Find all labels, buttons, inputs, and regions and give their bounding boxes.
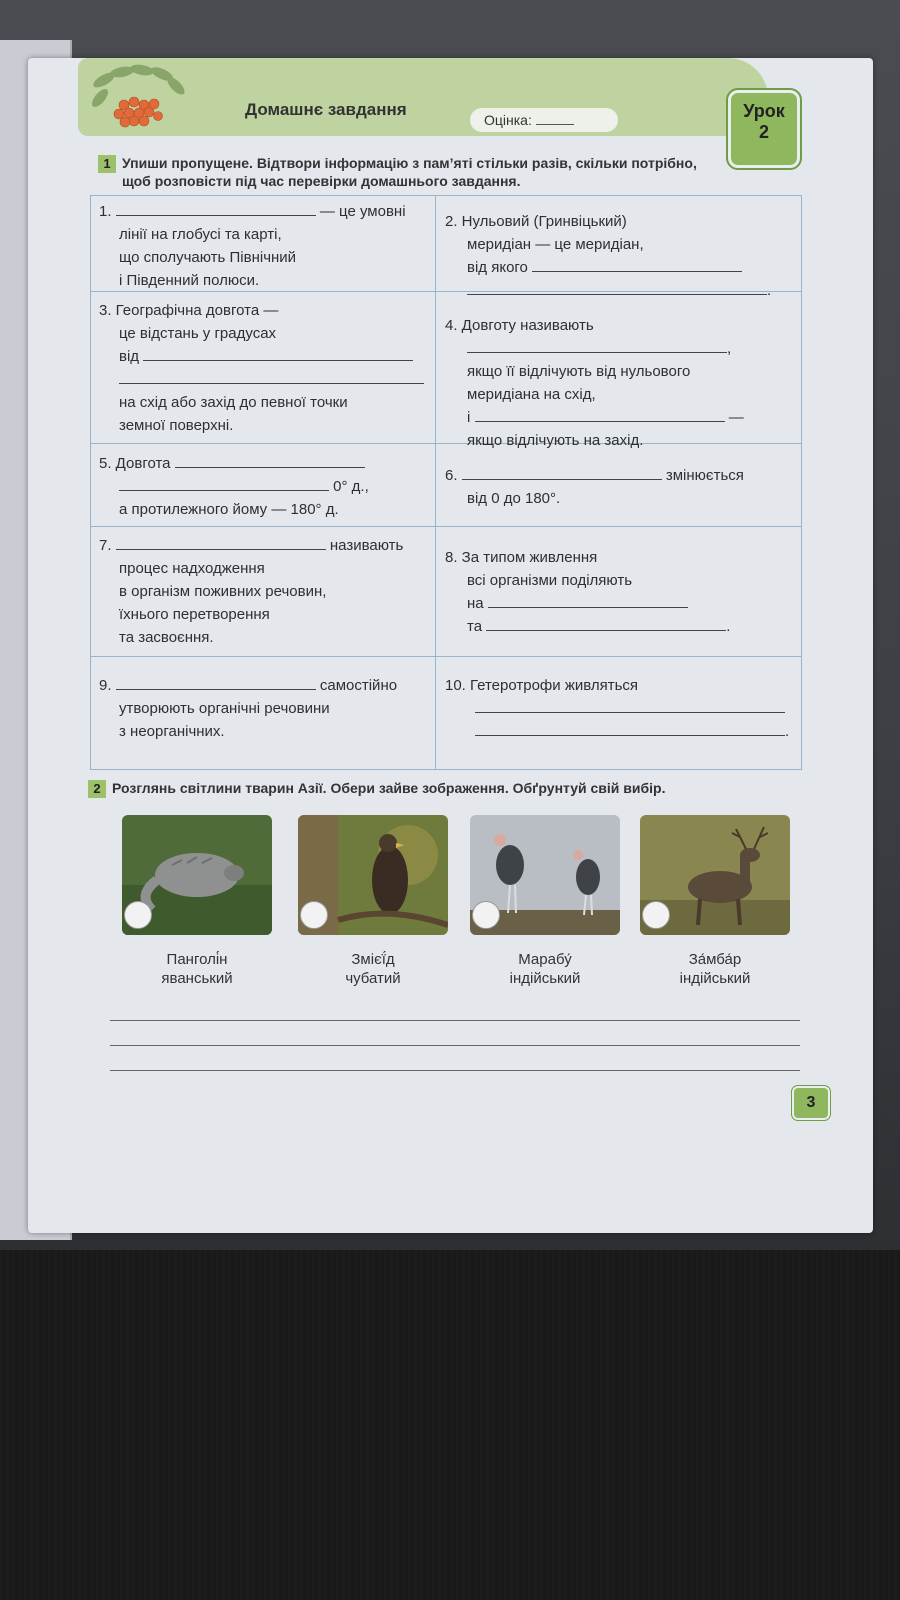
row-divider [91,526,801,527]
cell-6-number: 6. [445,467,458,484]
cell-3-blank[interactable] [143,346,413,361]
answer-line[interactable] [110,1070,800,1071]
cell-6-text: від 0 до 180°. [467,490,561,507]
cell-8-blank[interactable] [486,616,726,631]
cell-10-text: 10. Гетеротрофи живляться [445,677,639,694]
task2-instruction [88,780,788,798]
grade-field[interactable] [470,108,618,132]
sambar-photo[interactable] [640,815,790,935]
task1-number: 1 [98,155,116,173]
caption-line: Змієї́д [351,951,395,968]
cell-4-blank[interactable] [475,407,725,422]
cell-7-text: процес надходження [119,560,265,577]
cell-6-text: змінюється [665,467,744,484]
cell-4-text: і [467,409,471,426]
cell-2-blank[interactable] [532,257,742,272]
eagle-caption [293,950,453,988]
cell-3-blank[interactable] [119,369,424,384]
cell-9-text: з неорганічних. [119,723,225,740]
cell-10-period: . [785,723,790,740]
task1-table [90,195,802,770]
answer-line[interactable] [110,1045,800,1046]
cell-8-text: та [467,618,483,635]
cell-9-text: самостійно [319,677,398,694]
stork-caption [465,950,625,988]
cell-5-text: а протилежного йому — 180° д. [119,501,339,518]
cell-9-text: утворюють органічні речовини [119,700,330,717]
caption-line: Панголі́н [166,951,228,968]
cell-5 [99,452,431,521]
select-circle[interactable] [300,901,328,929]
cell-3-text: це відстань у градусах [119,325,277,342]
cell-7-number: 7. [99,537,112,554]
cell-7-text: їхнього перетворення [119,606,270,623]
rowan-sprig-icon [84,60,194,135]
cell-4-comma: , [727,340,732,357]
cell-1-blank[interactable] [116,201,316,216]
cell-4 [445,314,795,452]
cell-2-period: . [767,282,772,299]
task1-instruction [98,155,788,190]
cell-1-text: — це умовні [319,203,406,220]
pangolin-caption [117,950,277,988]
task2-number: 2 [88,780,106,798]
cell-1-text: лінії на глобусі та карті, [119,226,282,243]
cell-6-blank[interactable] [462,465,662,480]
cell-2-text: меридіан — це меридіан, [467,236,644,253]
cell-3 [99,299,431,437]
grade-blank[interactable] [536,124,574,125]
cell-1-text: що сполучають Північний [119,249,297,266]
caption-line: індійський [679,970,751,987]
answer-line[interactable] [110,1020,800,1021]
caption-line: індійський [509,970,581,987]
cell-8-text: всі організми поділяють [467,572,633,589]
cell-3-text: земної поверхні. [119,417,234,434]
cell-5-text: 5. Довгота [99,455,171,472]
cell-7 [99,534,431,649]
table-divider [435,196,436,769]
cell-8-blank[interactable] [488,593,688,608]
lesson-word: Урок [743,101,785,121]
grade-label: Оцінка: [484,112,532,128]
task1-line2: щоб розповісти під час перевірки домашнього завдання. [122,173,521,189]
cell-3-text: 3. Географічна довгота — [99,302,279,319]
cell-8-period: . [726,618,731,635]
pangolin-photo[interactable] [122,815,272,935]
cell-1-text: і Південний полюси. [119,272,260,289]
cell-7-text: називають [329,537,404,554]
cell-8-text: 8. За типом живлення [445,549,598,566]
cell-9-number: 9. [99,677,112,694]
cell-2-blank[interactable] [467,280,767,295]
cell-9 [99,674,431,743]
cell-5-blank[interactable] [119,476,329,491]
cell-1 [99,200,431,292]
table-surface [0,1250,900,1600]
cell-8-text: на [467,595,484,612]
cell-5-blank[interactable] [175,453,365,468]
cell-4-text: якщо її відлічують від нульового [467,363,691,380]
caption-line: За́мба́р [688,951,742,968]
cell-4-text: якщо відлічують на захід. [467,432,644,449]
caption-line: чубатий [345,970,401,987]
row-divider [91,656,801,657]
eagle-photo[interactable] [298,815,448,935]
stork-photo[interactable] [470,815,620,935]
sambar-caption [635,950,795,988]
page-number: 3 [792,1086,830,1120]
task2-text: Розглянь світлини тварин Азії. Обери зайве зображення. Обґрунтуй свій вибір. [112,780,666,796]
cell-10-blank[interactable] [475,698,785,713]
cell-7-text: в організм поживних речовин, [119,583,327,600]
cell-10-blank[interactable] [475,721,785,736]
cell-4-blank[interactable] [467,338,727,353]
cell-7-blank[interactable] [116,535,326,550]
cell-2-text: 2. Нульовий (Гринвіцький) [445,213,627,230]
cell-9-blank[interactable] [116,675,316,690]
cell-5-text: 0° д., [333,478,369,495]
cell-7-text: та засвоєння. [119,629,214,646]
select-circle[interactable] [472,901,500,929]
cell-8 [445,546,795,638]
cell-4-text: меридіана на схід, [467,386,596,403]
cell-4-dash: — [728,409,744,426]
select-circle[interactable] [642,901,670,929]
cell-2 [445,210,795,302]
cell-4-text: 4. Довготу називають [445,317,594,334]
select-circle[interactable] [124,901,152,929]
task1-line1: Упиши пропущене. Відтвори інформацію з пам’яті стільки разів, скільки потрібно, [122,155,697,171]
page-title: Домашнє завдання [245,100,407,119]
cell-1-number: 1. [99,203,112,220]
cell-10 [445,674,795,743]
lesson-number: 2 [758,122,769,142]
caption-line: Марабу́ [518,951,572,968]
cell-3-text: на схід або захід до певної точки [119,394,348,411]
caption-line: яванський [161,970,233,987]
cell-2-text: від якого [467,259,528,276]
cell-3-text: від [119,348,140,365]
cell-6 [445,464,795,510]
